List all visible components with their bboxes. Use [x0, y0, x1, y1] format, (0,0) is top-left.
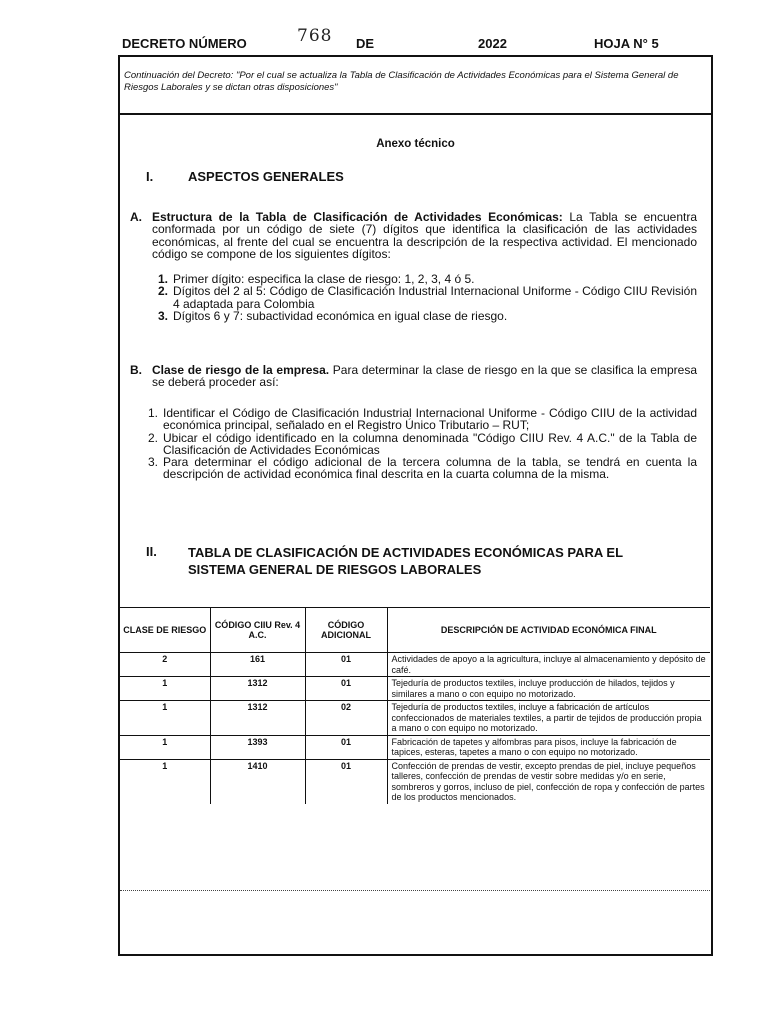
- list-item-text: Dígitos 6 y 7: subactividad económica en igual clase de riesgo.: [173, 308, 508, 323]
- cell-descripcion: Tejeduría de productos textiles, incluye producción de hilados, tejidos y similares a mano o con equipo no motorizado.: [387, 677, 710, 701]
- cell-adicional: 01: [305, 677, 387, 701]
- part-a-text: La Tabla se encuentra conformada por un código de siete (7) dígitos que identifica la clasificación de las actividades económicas, al frente del cual se encuentra la descripción de la respectiva actividad. El mencionado código se compone de los siguientes dígitos:: [152, 210, 697, 261]
- frame-bottom-border: [118, 954, 713, 956]
- list-item-number: 3.: [148, 455, 159, 470]
- cell-clase: 1: [120, 677, 210, 701]
- decree-year: 2022: [478, 36, 507, 51]
- list-item: [158, 284, 697, 311]
- cell-clase: 1: [162, 760, 168, 771]
- cell-ciiu: 1410: [210, 759, 305, 804]
- cell-adicional: 01: [305, 759, 387, 804]
- table-row: [120, 735, 710, 759]
- part-a-lead: Estructura de la Tabla de Clasificación de Actividades Económicas:: [152, 210, 563, 224]
- cell-clase: 1: [120, 735, 210, 759]
- part-b-lead: Clase de riesgo de la empresa.: [152, 363, 330, 377]
- list-item-number: 1.: [158, 272, 169, 286]
- cell-clase: 2: [120, 653, 210, 677]
- section-2-title-line-2: SISTEMA GENERAL DE RIESGOS LABORALES: [188, 562, 482, 577]
- section-1-title: ASPECTOS GENERALES: [188, 169, 344, 184]
- table-header-row: [120, 608, 710, 653]
- cell-adicional: 01: [305, 735, 387, 759]
- section-2-title: [188, 544, 623, 578]
- table-row: [120, 759, 710, 804]
- cell-adicional: 02: [305, 701, 387, 736]
- decree-number: 768: [297, 26, 333, 46]
- section-2-number: II.: [146, 544, 157, 559]
- part-b-paragraph: [152, 364, 697, 389]
- part-b-list: [148, 406, 697, 482]
- cell-ciiu: 161: [210, 653, 305, 677]
- list-item: [148, 455, 697, 482]
- part-b-letter: B.: [130, 363, 142, 377]
- list-item: [148, 430, 697, 457]
- table-row: [120, 701, 710, 736]
- table-bottom-border: [120, 890, 710, 891]
- header-descripcion: DESCRIPCIÓN DE ACTIVIDAD ECONÓMICA FINAL: [387, 608, 710, 653]
- cell-descripcion: Tejeduría de productos textiles, incluye a fabricación de artículos confeccionados de materiales textiles, a partir de tejidos de producción propia a mano o con equipo no motorizado.: [387, 701, 710, 736]
- header-separator: [118, 113, 713, 115]
- table-row: [120, 677, 710, 701]
- list-item-text: Primer dígito: especifica la clase de riesgo: 1, 2, 3, 4 ó 5.: [173, 272, 475, 286]
- header-clase-riesgo: CLASE DE RIESGO: [120, 608, 210, 653]
- list-item-text: Para determinar el código adicional de la tercera columna de la tabla, se tendrá en cuenta la descripción de actividad económica final descrita en la cuarta columna de la misma.: [163, 455, 697, 482]
- list-item-text: Dígitos del 2 al 5: Código de Clasificación Industrial Internacional Uniforme - Código CIIU Revisión 4 adaptada para Colombia: [173, 284, 697, 311]
- frame-left-border: [118, 55, 120, 955]
- frame-top-border: [118, 55, 713, 57]
- list-item-text: Identificar el Código de Clasificación Industrial Internacional Uniforme - Código CIIU de la actividad económica principal, señalado en el Registro Único Tributario – RUT;: [163, 406, 697, 433]
- cell-descripcion: Confección de prendas de vestir, excepto prendas de piel, incluye pequeños talleres, confección de prendas de vestir sobre medidas y/o en serie, sombreros y gorros, incluso de piel, confección de ropa y confección de partes de los productos mencionados.: [387, 759, 710, 804]
- header-codigo-adicional: CÓDIGO ADICIONAL: [305, 608, 387, 653]
- cell-ciiu: 1393: [210, 735, 305, 759]
- list-item-number: 1.: [148, 406, 159, 420]
- list-item-number: 2.: [148, 430, 159, 445]
- annex-title: Anexo técnico: [376, 138, 455, 150]
- cell-adicional: 01: [305, 653, 387, 677]
- list-item-number: 3.: [158, 308, 169, 323]
- list-item-text: Ubicar el código identificado en la columna denominada "Código CIIU Rev. 4 A.C." de la Tabla de Clasificación de Actividades Económicas: [163, 430, 697, 457]
- section-2-title-line-1: TABLA DE CLASIFICACIÓN DE ACTIVIDADES ECONÓMICAS PARA EL: [188, 545, 624, 560]
- part-a-letter: A.: [130, 210, 142, 224]
- frame-right-border: [711, 55, 713, 955]
- cell-descripcion: Fabricación de tapetes y alfombras para pisos, incluye la fabricación de tapices, esteras, tapetes a mano o con equipo no motorizado.: [387, 735, 710, 759]
- list-item: [158, 308, 697, 323]
- page-number: HOJA N° 5: [594, 36, 659, 51]
- activities-table: [120, 608, 710, 804]
- part-a-paragraph: [152, 211, 697, 260]
- cell-ciiu: 1312: [210, 701, 305, 736]
- continuation-note: Continuación del Decreto: "Por el cual se actualiza la Tabla de Clasificación de Actividades Económicas para el Sistema General de Riesgos Laborales y se dictan otras disposiciones": [124, 70, 679, 93]
- header-codigo-ciiu: CÓDIGO CIIU Rev. 4 A.C.: [210, 608, 305, 653]
- section-1-number: I.: [146, 169, 154, 184]
- part-b-text: Para determinar la clase de riesgo en la que se clasifica la empresa se deberá proceder así:: [152, 363, 697, 390]
- list-item-number: 2.: [158, 284, 169, 299]
- list-item: [148, 406, 697, 433]
- decree-number-label: DECRETO NÚMERO: [122, 36, 247, 51]
- part-a-list: [158, 272, 697, 323]
- cell-descripcion: Actividades de apoyo a la agricultura, incluye al almacenamiento y depósito de café.: [387, 653, 710, 677]
- decree-de-label: DE: [356, 36, 375, 51]
- table-row: [120, 653, 710, 677]
- cell-clase: 1: [120, 701, 210, 736]
- cell-ciiu: 1312: [210, 677, 305, 701]
